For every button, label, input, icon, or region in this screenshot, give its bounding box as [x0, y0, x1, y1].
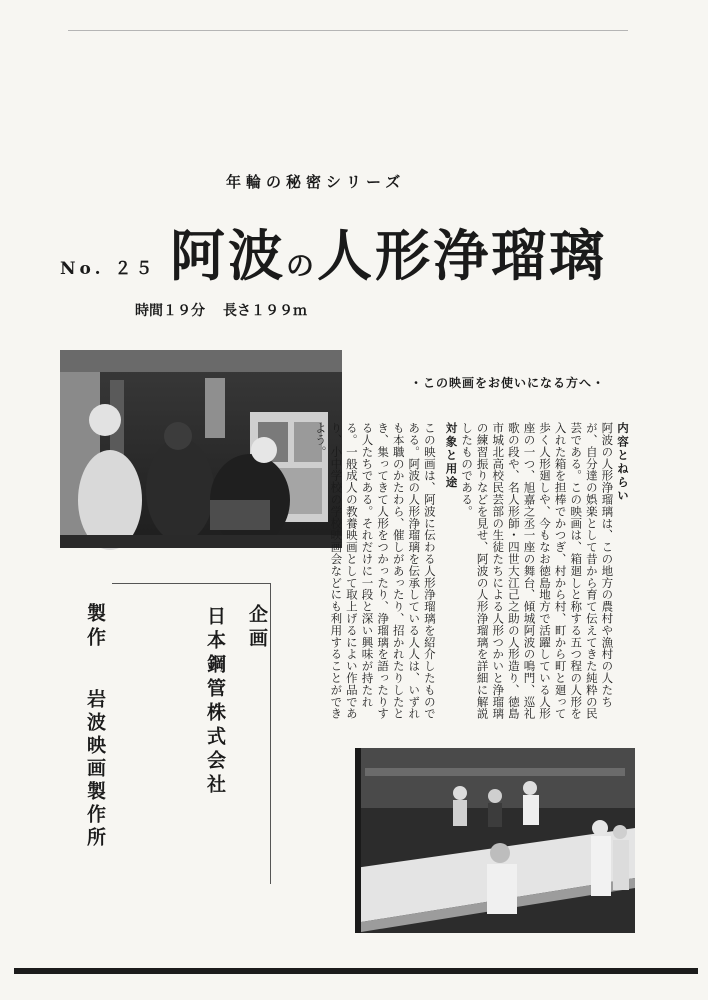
- title-part-2: 人形浄瑠璃: [317, 223, 608, 288]
- title-part-1: 阿波: [170, 223, 287, 288]
- production-label: 製作: [84, 603, 106, 651]
- production-value: 岩波映画製作所: [84, 689, 106, 850]
- length: 長さ１９９ｍ: [223, 303, 307, 319]
- bottom-rule: [14, 968, 698, 974]
- plan-value: 日本鋼管株式会社: [204, 606, 226, 798]
- film-title: [170, 212, 607, 291]
- film-number: No. ２５: [60, 259, 157, 279]
- duration: 時間１９分: [135, 303, 205, 319]
- title-particle: の: [286, 249, 318, 282]
- credits-box: [112, 583, 271, 884]
- section1-text: 阿波の人形浄瑠璃は、この地方の農村や漁村の人たちが、自分達の娯楽として昔から育て伝えてきた純粋の民芸である。この映画は、箱廻しと称する五つ程の人形を入れた箱を担棒でかつぎ、村から村、町から町と廻って歩く人形廻しや、今もなお徳島地方で活躍している人形座の一つ、旭嘉之丞一座の舞台、傾城阿波の鳴門、巡礼歌の段や、名人形師・四世大江己之助の人形造り、徳島市城北高校民芸部の生徒たちによる人形つかいと浄瑠璃の練習振りなどを見せ、阿波の人形浄瑠璃を詳細に解説したものである。: [460, 422, 615, 720]
- puppet-stage-photo: [60, 350, 342, 548]
- top-rule: [68, 30, 628, 31]
- plan-label: 企画: [246, 604, 268, 652]
- section2-heading: 対象と用途: [444, 422, 459, 490]
- practice-photo: [355, 748, 635, 933]
- section2-text: この映画は、阿波に伝わる人形浄瑠璃を紹介したものである。阿波の人形浄瑠璃を伝承している人人は、いずれも本職のかたわら、催しがあったり、招かれたりしたとき、集ってきて人形をつかったり、浄瑠璃を語ったりする人たちである。それだけに一段と深い興味が持たれる。一般成人の教養映画として取上げるによい作品であり、小中学校の学校映画会などにも利用することができよう。: [313, 422, 437, 720]
- film-meta: [135, 300, 307, 320]
- title-row: [60, 212, 660, 288]
- series-title: 年輪の秘密シリーズ: [226, 173, 406, 191]
- credits-production: [30, 583, 112, 883]
- section1-heading: 内容とねらい: [616, 422, 630, 503]
- body-text: [313, 422, 630, 722]
- practice-image: [355, 748, 635, 933]
- puppet-stage-image: [60, 350, 342, 548]
- usage-heading: ・この映画をお使いになる方へ・: [410, 376, 606, 390]
